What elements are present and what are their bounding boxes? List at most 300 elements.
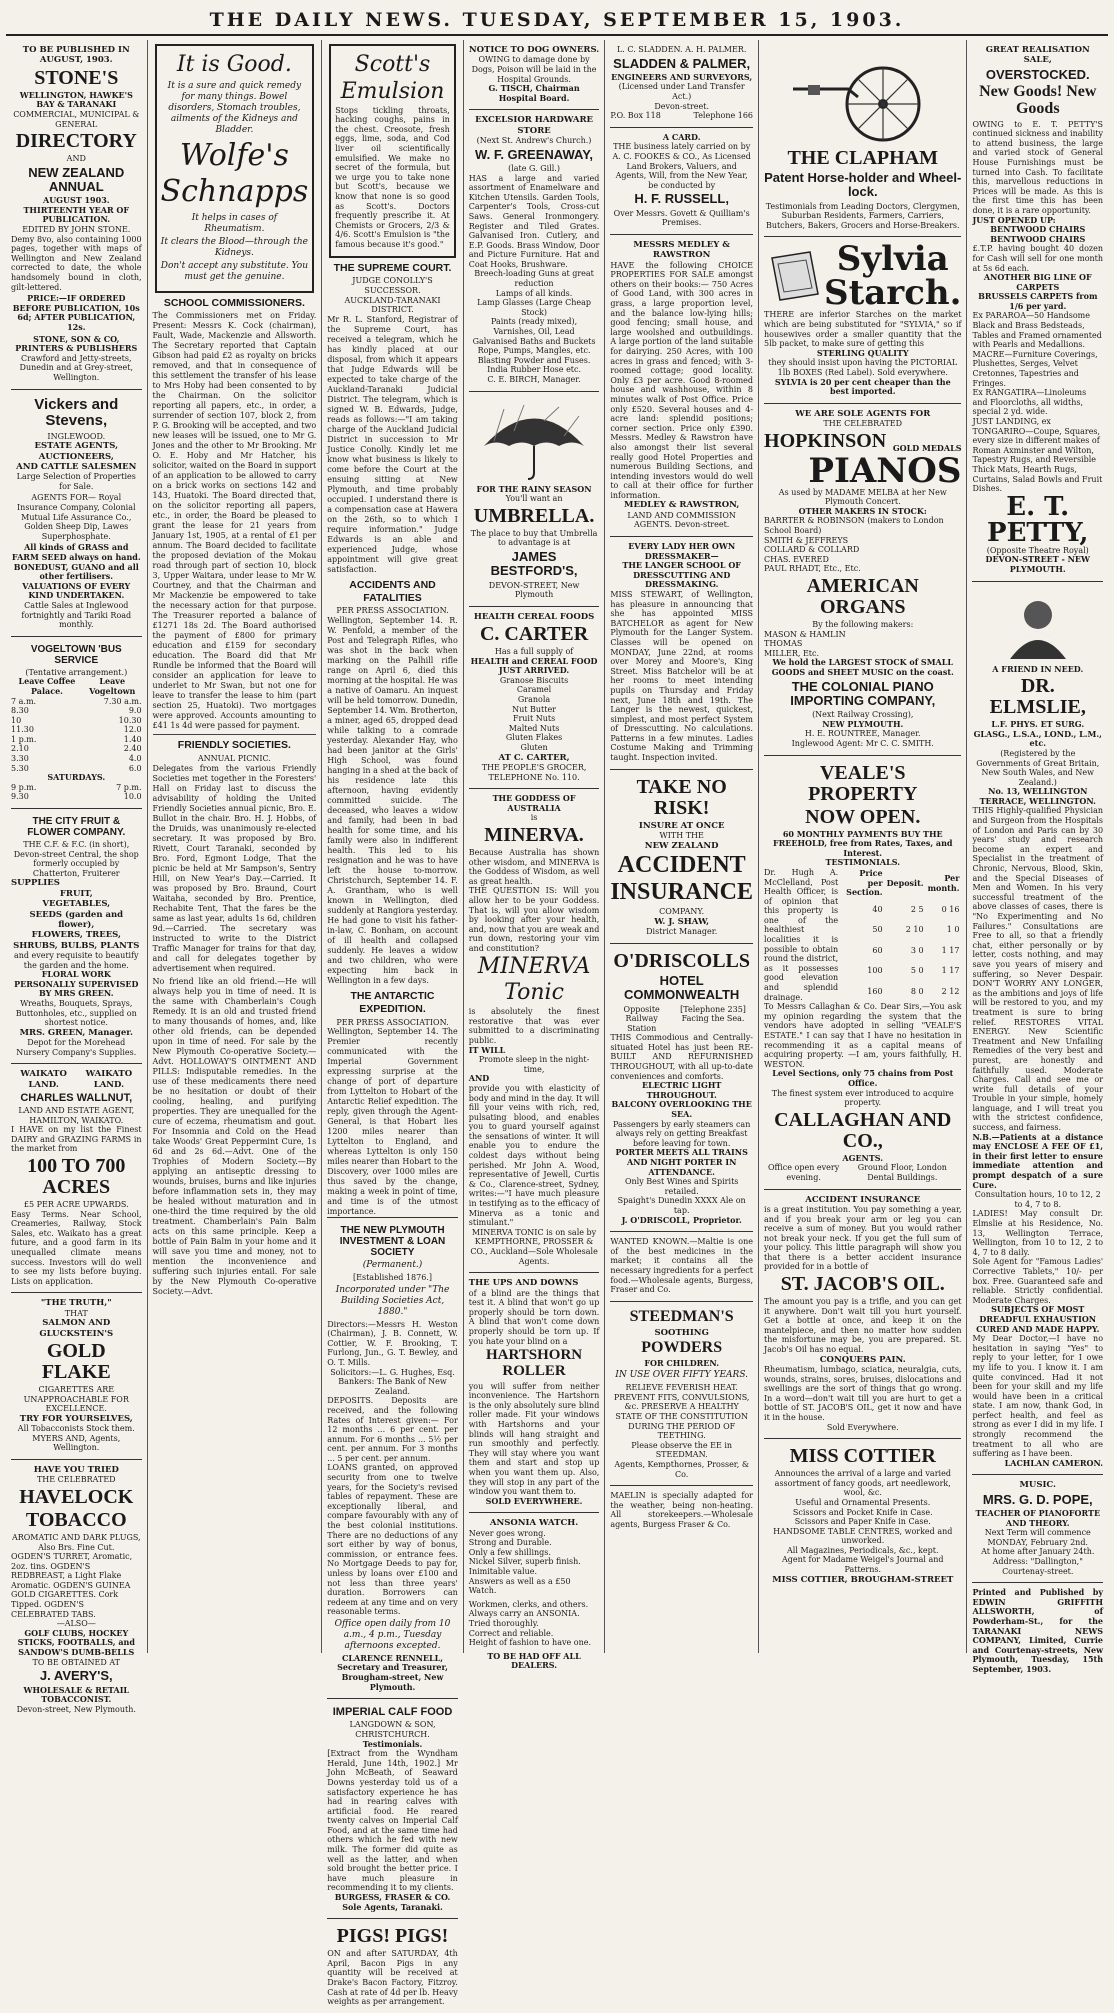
sale-opened: JUST OPENED UP: — [972, 214, 1056, 225]
sl-contact — [610, 111, 753, 121]
food-item: Gluten — [520, 743, 548, 753]
od-light: ELECTRIC LIGHT THROUGHOUT. — [641, 1080, 722, 1100]
fruit-items — [11, 889, 142, 951]
elm-nb: N.B.—Patients at a distance may ENCLOSE A FEE OF £1, in their first letter to ensure immediate attention and prompt despatch of a sure Cure. — [972, 1131, 1104, 1190]
wallnut: CHARLES WALLNUT, — [20, 1091, 133, 1104]
dress-body: MISS STEWART, of Wellington, has pleasure in announcing that she has appointed MISS BATCHELOR as agent for New Plymouth for the Langer System. Classes will be opened on MONDAY, June 22nd, at rooms over Morey and Moore's, King Street. Miss Batchelor will be at her rooms to meet intending pupils on Thursday and Friday next, June 18th and 19th. The Langer is the newest, quickest, simplest, and most perfect System of Dresscutting. No calculations. Patterns in a few minutes. Ladies Costume Making and Trimming taught. Inspection invited. — [610, 589, 754, 763]
minerva-ad — [469, 789, 600, 1273]
sylvia-body: THERE are inferior Starches on the market which are being substituted for "SYLVIA," so if housewives order a smaller quantity that the 5lb packet, to make sure of getting this — [764, 310, 962, 349]
fruit-item: SHRUBS, BULBS, PLANTS — [13, 940, 140, 951]
music-home: At home after January 24th. — [981, 1547, 1095, 1557]
h2: Leave Vogeltown — [89, 676, 136, 696]
dr-elmslie-ad — [972, 582, 1103, 1476]
wanted-notice — [610, 1232, 753, 1302]
accins-title: ACCIDENT INSURANCE — [805, 1194, 921, 1205]
od-only: Only Best Wines and Spirits retailed. — [624, 1177, 739, 1196]
dog-body: OWING to damage done by Dogs, Poison will be laid in the Hospital Grounds. — [471, 55, 597, 84]
cottier-line: Useful and Ornamental Presents. — [795, 1497, 931, 1507]
music-title: MUSIC. — [1019, 1480, 1057, 1491]
wolfes-schnapps-ad — [155, 44, 315, 293]
elm-ladies: LADIES! May consult Dr. Elmslie at his Residence, No. 13, Wellington Terrace, Wellington, from 10 to 12, 2 to 4, 7 to 8 daily. — [972, 1209, 1104, 1257]
table-cell: 5 0 — [910, 966, 924, 976]
that: THAT — [64, 1308, 88, 1318]
havelock-ad — [11, 1460, 142, 1720]
hop-organ-makers — [764, 630, 961, 659]
calf-who: LANGDOWN & SON, CHRISTCHURCH. — [349, 1720, 436, 1739]
table-header-cell: Per month. — [927, 872, 960, 893]
fruit-item: FRUIT, — [59, 888, 93, 899]
st-body: RELIEVE FEVERISH HEAT. PREVENT FITS, CONVULSIONS, &c. PRESERVE A HEALTHY STATE OF THE CONSTITUTION DURING THE PERIOD OF TEETHING. — [613, 1383, 750, 1441]
table-row — [844, 982, 961, 1003]
music-address: Address: "Dallington," Courtenay-street. — [992, 1557, 1083, 1576]
accidents-body: Wellington, September 14. R. W. Penfold, a member of the Post and Telegraph Rifles, who was shot in the back when marking on the Palhill rifle range on April 6, died this morning at the hospital. He was a native of Oamaru. An inquest will be held tomorrow. Dunedin, September 14. Wm. Brotherton, a miner, aged 65, dropped dead while talking to a comrade yesterday. Alexander Hay, who had been janitor at the Girls' High School, was found hanging in a shed at the back of his residence late this afternoon, having evidently committed suicide. The deceased, who leaves a widow and family, had been in bad health for some time, and his family were also in indifferent health. This led to his resignation and he was to have left the house to-morrow. Christchurch, September 14. F. A. Grantham, who is well known in Wellington, died suddenly at Rangiora yesterday. He had gone to visit his father-in-law, C. Bonham, on account of ill health and collapsed suddenly. He leaves a widow and two children, who were expecting him back in Wellington in a few days. — [327, 615, 458, 985]
st-agents: Agents, Kempthornes, Prosser, & Co. — [614, 1459, 749, 1479]
school-title: SCHOOL COMMISSIONERS. — [163, 296, 305, 309]
annual: NEW ZEALAND ANNUAL — [28, 164, 125, 194]
hw-late: (late G. Gill.) — [508, 163, 560, 173]
starch-box-icon — [764, 248, 824, 304]
ansonia-line: Workmen, clerks, and others. — [468, 1599, 589, 1609]
piano-maker: BARRTER & ROBINSON (makers to London School Board) — [764, 516, 944, 536]
ansonia-line: Never goes wrong. — [468, 1528, 546, 1538]
sylvia-starch: Starch. — [824, 273, 962, 314]
organ-maker: MASON & HAMLIN — [764, 629, 846, 639]
od-opp: Opposite Railway Station — [623, 1004, 660, 1033]
carter-items — [469, 676, 600, 753]
sec: CLARENCE RENNELL, Secretary and Treasurer, Brougham-street, New Plymouth. — [337, 1652, 448, 1692]
food-item: Gluten Flakes — [505, 733, 563, 743]
accins-jacob: ST. JACOB'S OIL. — [780, 1273, 945, 1296]
insure: INSURE AT ONCE — [638, 820, 725, 831]
hop-makers — [764, 516, 961, 574]
steedman-ad — [610, 1302, 753, 1486]
carter-grocer: THE PEOPLE'S GROCER, — [481, 763, 587, 772]
grass: All kinds of GRASS and FARM SEED always on hand. — [11, 542, 141, 562]
sale-items — [972, 225, 1103, 244]
cottier-line: HANDSOME TABLE CENTRES, worked and unworked. — [773, 1526, 953, 1546]
time-cell: 7.30 a.m. — [103, 696, 142, 706]
fruit-item: FLOWERS, TREES, — [31, 930, 121, 941]
dir: Directors:—Messrs H. Weston (Chairman), J. B. Connett, W. Cottier, W. F. Brooking, T. Furlong, Jun., G. T. Bewley, and O. T. Mills. — [327, 1319, 458, 1367]
min-desc: is absolutely the finest restorative that was ever submitted to a discriminating public. — [468, 1007, 600, 1045]
table-cell: 1 0 — [946, 925, 960, 935]
time-cell: 10 — [11, 715, 22, 725]
ans-name: ANSONIA WATCH. — [489, 1518, 579, 1529]
town: HAMILTON, WAIKATO. — [29, 1115, 124, 1125]
antarctic-article — [327, 990, 458, 1217]
cottier-line: Scissors and Pocket Knife in Case. — [792, 1507, 933, 1517]
st-years: IN USE OVER FIFTY YEARS. — [615, 1370, 749, 1381]
sylvia-they: they should insist upon having the PICTORIAL 1lb BOXES (Red Label). Sold everywhere. — [768, 358, 958, 377]
dress-sub: THE LANGER SCHOOL OF DRESSCUTTING AND DRESSMAKING. — [622, 560, 741, 590]
carter-at: AT C. CARTER, — [498, 752, 570, 763]
min-and: AND — [468, 1073, 490, 1084]
min-body: Because Australia has shown other wisdom, and MINERVA is the Goddess of Wisdom, as well as great health. — [468, 847, 600, 886]
ups-body: of a blind are the things that test it. A blind that won't go up properly should be torn down. A blind that won't come down properly should be torn up. If you hate your blind on a — [468, 1288, 600, 1346]
sale-petty: E. T. PETTY, — [987, 491, 1089, 548]
friendly-body: Delegates from the various Friendly Societies met together in the Foresters' Hall on Friday last to discuss the advisability of holding the United Friendly Societies annual picnic, Bro. E. Bullot in the chair. Bro. H. J. Hobbs, of the Druids, was unanimously re-elected secretary. It was proposed by Bro. Rivett, Court Taranaki, seconded by Bro. Ford, Egmont Lodge, That the picnic be held at Mr Sampson's, Sentry Hill, on New Year's Day.—Carried. It was proposed by Bro. Braund, Court Waitaha, seconded by Bro. Prentice, Rechabite Tent, That the fares be the same as last year, adults 1s 6d, children 9d.—Carried. The secretary was instructed to write to the District Traffic Manager for trains for that day, and call for delegates together by advertisement when required. — [152, 763, 317, 973]
music-ad — [972, 1475, 1103, 1583]
pigs-ad — [327, 1919, 458, 2013]
friendly-article — [153, 739, 317, 1296]
cig: CIGARETTES ARE UNAPPROACHABLE FOR EXCELLENCE. — [23, 1385, 129, 1414]
hop-agents: WE ARE SOLE AGENTS FOR — [795, 408, 931, 419]
sale-line: JUST LANDING, ex TONGARIRO—Coupe, Squares, every size in different makes of Roman Axminster and Wilton, Tapestry Rugs, and Reversible Thick Mats, Hearth Rugs, Curtains, Salad Bowls and Fruit Dishes. — [972, 417, 1103, 494]
veale-body: Dr. Hugh A. McClelland, Post Health Officer, is of opinion that this property is one of the healthiest localities it is possible to obtain round the district, as it possesses good elevation and splendid drainage. — [764, 867, 839, 1002]
table-header-cell: Deposit. — [886, 877, 924, 888]
hardware-item: Galvanised Baths and Buckets — [472, 336, 596, 346]
column-5 — [605, 40, 759, 1653]
floral: FLORAL WORK PERSONALLY SUPERVISED BY MRS GREEN. — [14, 969, 139, 999]
time-cell: 3.30 — [11, 754, 29, 764]
card-ad — [610, 128, 753, 235]
table-cell: 100 — [867, 966, 883, 976]
hop-other: OTHER MAKERS IN STOCK: — [798, 505, 927, 516]
table-cell: 2 5 — [910, 904, 924, 914]
court-article — [327, 262, 458, 575]
mgr: W. J. SHAW, — [654, 916, 710, 927]
time-cell: 1 p.m. — [11, 734, 37, 744]
elm-letter: My Dear Doctor,—I have no hesitation in saying "Yes" to reply to your letter, for I owe my life to you. I know it. I am quite convinced. Had it not been for your skill and my life would have been in a critical state. I am now, thank God, in perfect health, and feel as strong as ever I did in my life. I strongly recommend the treatment to all who are suffering as I have been. — [972, 1334, 1104, 1459]
calf-body: [Extract from the Wyndham Herald, June 14th, 1902.] Mr John McBeath, of Seaward Downs yesterday told us of a satisfactory experience he has had in rearing calves with artificial food. He reared twenty calves on Imperial Calf Food, and at the same time had others which he fed with new milk. The former did quite as well as the latter, and when sold brought the better price. I have much pleasure in recommending it to my clients. — [327, 1749, 458, 1893]
line2: AUCTIONEERS, — [38, 451, 114, 462]
piano-maker: CHAS. EVERED — [764, 554, 829, 564]
scott-title: Scott's Emulsion — [340, 52, 445, 104]
divider — [153, 734, 317, 735]
sale-opp: (Opposite Theatre Royal) — [986, 545, 1089, 555]
hop-ingle: Inglewood Agent: Mr C. C. SMITH. — [791, 738, 934, 748]
sylvia-starch-ad — [764, 237, 961, 403]
deposits: DEPOSITS. Deposits are received, and the following Rates of Interest given:— For 12 months ... 6 per cent. per annum. For 6 months ... 5½ per cent. per annum. For 3 months ... 5 per cent. per annum. — [327, 1396, 458, 1463]
hw-name: W. F. GREENAWAY, — [475, 146, 594, 162]
inv-title: THE NEW PLYMOUTH INVESTMENT & LOAN SOCIETY — [339, 1225, 446, 1259]
editor: EDITED BY JOHN STONE. — [22, 225, 131, 235]
food-item: Fruit Nuts — [512, 714, 556, 724]
accins-sold: Sold Everywhere. — [826, 1422, 899, 1432]
school-body: The Commissioners met on Friday. Present: Messrs K. Cock (chairman), Fault, Wade, Mackenzie and Allsworth. The Secretary reported that Captain Gibson had paid £2 as royalty on bricks removed, and that in consequence of this settlement the transfer of his lease to Mrs Hoby had been consented to by the Chairman. On the solicitor reporting all papers, etc., in order, a surrender of section 107, block 2, from P. G. Brooking will be accepted, and two new leases will be issued, one to Mr G. Jones and the other to Mr Brooking. Mr O. E. Hoby and Mr Hatcher, his solicitor, waited on the Board in support of an application to be allowed to carry on a brick works on sections 142 and 143, Huatoki. The Board directed that, on the solicitor reporting all papers, etc., in order, the Board be pleased to grant the lease for 21 years from January 1st, 1905, at a rental of £1 per annum. The Board decided to facilitate the proposed deviation of the Mokau road through part of section 10, block 3, Upper Waitara, under lease to Mr W. Courtney, and that the Chairman and Mr Mackenzie be empowered to take the necessary action for that purpose. The Treasurer reported a balance of £1271 18s 2d. The Board authorised the payment of £800 for primary education and £159 for secondary education. The Board did that Mr Rundle be informed that the Board will consider an application for leave to underlet to Mr Swan, but not one for leave to transfer the lease to him (part section 25, Huatoki). Two mortgages were approved. Accounts amounting to £41 1s 4d were passed for payment. — [152, 311, 317, 731]
sl-title: SLADDEN & PALMER, — [613, 55, 751, 71]
umbrella-icon — [474, 401, 594, 481]
sale-ltp: £.T.P. having bought 40 dozen for Cash will sell for one month at 5s 6d each. — [972, 244, 1104, 273]
friendly-title: FRIENDLY SOCIETIES. — [177, 739, 291, 752]
inc: Incorporated under "The Building Societies Act, 1880." — [335, 1284, 450, 1317]
od-prop: J. O'DRISCOLL, Proprietor. — [621, 1214, 742, 1225]
clapham-text: Testimonials from Leading Doctors, Clergymen, Suburban Residents, Farmers, Carriers, Butchers, Bakers, Grocers and Horse-Breakers. — [765, 201, 960, 230]
brand2: Schnapps — [160, 174, 309, 210]
clapham-ad — [764, 40, 961, 237]
dress-title: EVERY LADY HER OWN DRESSMAKER— — [628, 541, 736, 561]
line1: ESTATE AGENTS, — [34, 441, 119, 452]
elm-subjects: SUBJECTS OF MOST DREADFUL EXHAUSTION CURED AND MADE HAPPY. — [976, 1304, 1100, 1334]
ups-sold: SOLD EVERYWHERE. — [485, 1495, 583, 1506]
office: Office open daily from 10 a.m., 4 p.m., Tuesday afternoons excepted. — [334, 1618, 451, 1651]
sale-line: Ex RANGATIRA—Linoleums and Floorcloths, all widths, special 2 yd. wide. — [972, 388, 1087, 417]
text: AROMATIC AND DARK PLUGS, Also Brs. Fine Cut. — [11, 1532, 141, 1552]
time-cell: 9.0 — [128, 706, 142, 716]
sales: Cattle Sales at Inglewood fortnightly and Tariki Road monthly. — [21, 600, 132, 630]
min-sale: MINERVA TONIC is on sale by KEMPTHORNE, PROSSER & CO., Auckland—Sole Wholesale Agents. — [470, 1227, 598, 1266]
list: OGDEN'S TURRET, Aromatic, 2oz. tins. OGDEN'S REDBREAST, a Light Flake Aromatic. OGDEN'S GUINEA GOLD CIGARETTES. Cork Tipped. OGDEN'S CELEBRATED TABS. — [11, 1552, 133, 1619]
veale-letter: To Messrs Callaghan & Co. Dear Sirs,—You ask my opinion regarding the system that the vendors have adopted in selling "VEALE'S ESTATE." I can say that I have no hesitation in recommending it as a capital means of acquiring property. —I am, yours faithfully, H. WESTON. — [764, 1002, 962, 1069]
mgr: MRS. GREEN, Manager. — [19, 1027, 133, 1038]
time-cell: 12.0 — [123, 725, 142, 735]
text: I HAVE on my list the Finest DAIRY and GRAZING FARMS in the market from — [11, 1125, 142, 1154]
sylvia-brand — [824, 239, 962, 314]
acc: ACCIDENT — [617, 851, 746, 878]
cart-wheel-icon — [788, 49, 938, 144]
sale-line: MACRE—Furniture Coverings, Plushettes, Serges, Velvet Cretonnes, Tapestries and Fringes. — [972, 349, 1098, 388]
food-item: Malted Nuts — [508, 723, 560, 733]
publisher: STONE, SON & CO, PRINTERS & PUBLISHERS — [15, 333, 138, 354]
hardware-item: Breech-loading Guns at great reduction — [474, 269, 594, 289]
min-title: THE GODDESS OF AUSTRALIA — [492, 793, 576, 813]
st-jacobs-oil-ad — [764, 1190, 961, 1440]
time-row — [11, 725, 142, 735]
min-is: is — [530, 813, 538, 823]
elm-body: THIS Highly-qualified Physician and Surgeon from the Hospitals of London and Paris can by 30 years' study and research become an expert and Specialist in the treatment of Chronic, Nervous, Blood, Skin, and the Special Diseases of Men and Women. In his very successful treatment of the above classes of cases, there is "No Experimenting and No Failures." Consultations are Free to all, so that a friendly chat, either personally or by letter, costs nothing, and may save you years of misery and suffering, so Never Despair. DON'T WORRY ANY LONGER, as the ambitions and joys of life will be restored to you, and my treatment is sure to bring relief. RESTORES VITAL ENERGY. New Scientific Treatment and New Unfailing Remedies of the very best and purest, are honestly and faithfully used. Moderate Charges. Call and see me or write full details of your Trouble in your simple, homely language, and I will treat you with the strictest confidence, success, and fairness. — [972, 806, 1104, 1133]
friendly-sub: ANNUAL PICNIC. — [197, 754, 271, 764]
sale-carpets: ANOTHER BIG LINE OF CARPETS — [983, 272, 1092, 292]
est: [Established 1876.] — [353, 1273, 432, 1283]
bestford: JAMES BESTFORD'S, — [490, 548, 578, 579]
veale-table — [844, 868, 961, 1002]
good-title: It is Good. — [176, 52, 292, 77]
food-item: Caramel — [516, 685, 552, 695]
time-cell: 7 p.m. — [116, 782, 142, 792]
time-row — [11, 697, 142, 707]
time-cell: 2.10 — [11, 744, 29, 754]
line3: AND CATTLE SALESMEN — [16, 461, 137, 472]
accins-body2: The amount you pay is a trifle, and you can get it anywhere. Don't wait till you hurt yourself. Get a bottle at once, and keep it on the mantelpiece, and then no matter how sudden the misfortune may be, you are prepared. St. Jacob's Oil has no equal. — [764, 1297, 962, 1355]
min-body2: provide you with elasticity of body and mind in the day. It will fill your veins with rich, red, pulsating blood, and enables you to guard yourself against the sensations of winter. It will enable you to endure the coldest days without being perished. Mr John A. Wood, representative of Jewell, Curtis & Co., Clarence-street, Sydney, writes:—"I have much pleasure in testifying as to the efficacy of Minerva as a tonic and stimulant." — [468, 1083, 600, 1228]
obt: TO BE OBTAINED AT — [32, 1657, 120, 1667]
veales-property-ad — [764, 756, 961, 1190]
hopkinson-pianos-ad — [764, 404, 961, 756]
accins-body: is a great institution. You pay something a year, and if you break your arm or leg you can receive a sum of money. But you would rather not break your neck. If you get the full sum of your policy. This little paragraph will show you that there is a better accident insurance provided for in a bottle of — [764, 1204, 962, 1272]
fruit-item: VEGETABLES, — [42, 899, 111, 910]
sale-top: GREAT REALISATION SALE, — [985, 45, 1090, 66]
ws: WHOLESALE & RETAIL TOBACCONIST. — [23, 1684, 130, 1705]
dog-notice — [469, 40, 600, 110]
bus-header — [11, 677, 142, 696]
time-row — [11, 792, 142, 802]
q: "THE TRUTH," — [40, 1298, 112, 1309]
hop-row — [764, 429, 961, 454]
ansonia-line: Height of fashion to have one. — [468, 1638, 591, 1648]
cottier-line: Agent for Madame Weigel's Journal and Patterns. — [781, 1555, 944, 1575]
fruit-sub: THE C.F. & F.C. (in short), — [23, 840, 130, 850]
bankers: Bankers: The Bank of New Zealand. — [338, 1377, 447, 1396]
wanted-body: WANTED KNOWN.—Maltie is one of the best medicines in the market; it contains all the necessary ingredients for a perfect food.—Wholesale agents, Burgess, Fraser and Co. — [610, 1237, 754, 1295]
table-row — [844, 940, 961, 961]
column-7 — [967, 40, 1108, 1675]
place: The place to buy that Umbrella to advantage is at — [470, 528, 598, 548]
ansonia-line: Correct and reliable. — [468, 1628, 554, 1638]
stones-title: STONE'S — [34, 66, 119, 89]
risk-title: TAKE NO RISK! — [636, 775, 727, 819]
columns — [6, 40, 1108, 2007]
column-4 — [464, 40, 606, 1671]
carter-line: HEALTH and CEREAL FOOD JUST ARRIVED. — [470, 655, 598, 676]
clears: It clears the Blood—through the Kidneys. — [160, 236, 308, 258]
fruit-addr: Devon-street Central, the shop formerly occupied by Chatterton, Fruiterer — [13, 849, 139, 878]
od-pass: Passengers by early steamers can always rely on getting Breakfast before leaving for town. — [612, 1119, 751, 1148]
hop-pianos: PIANOS — [808, 450, 962, 491]
table-cell: 1 17 — [941, 945, 960, 955]
st-for: FOR CHILDREN. — [644, 1357, 719, 1368]
veale-table-body — [844, 899, 961, 1002]
hop-music: We hold the LARGEST STOCK of SMALL GOODS and SHEET MUSIC on the coast. — [771, 657, 954, 677]
time-row — [11, 744, 142, 754]
calf-test: Testimonials. — [362, 1738, 423, 1749]
od-body: THIS Commodious and Centrally-situated Hotel has just been RE-BUILT AND REFURNISHED THROUGHOUT, with all up-to-date conveniences and comforts. — [610, 1033, 754, 1081]
table-cell: 3 0 — [910, 945, 924, 955]
desc: Demy 8vo, also containing 1000 pages, together with maps of Wellington and New Zealand corrected to date, the whole handsomely bound in cloth, gilt-lettered. — [11, 234, 142, 292]
price: PRICE:—IF ORDERED BEFORE PUBLICATION, 10s 6d; AFTER PUBLICATION, 12s. — [12, 293, 140, 332]
addr: DEVON-STREET, New Plymouth — [488, 580, 580, 600]
time-cell: 2.40 — [123, 744, 142, 754]
hardware-item: Lamp Glasses (Large Cheap Stock) — [477, 298, 592, 317]
st-name: STEEDMAN'S — [629, 1307, 734, 1325]
dog-title: NOTICE TO DOG OWNERS. — [468, 45, 600, 55]
antarctic-title: THE ANTARCTIC EXPEDITION. — [350, 989, 435, 1015]
sl-addr: Devon-street. — [654, 101, 710, 111]
scott-text: Stops tickling throats, hacking coughs, pains in the chest. Creosote, fresh eggs, lime, soda, and Cod liver oil scientifically emulsified. We make no secret of the formula, but we urge you to take none but Scott's, because we know that none is so good as Scott's. Doctors frequently prescribe it. At Chemists or Grocers, 2/3 & 4/6. Scott's Emulsion is "the famous because it's good." — [335, 105, 450, 249]
time-cell: 4.0 — [128, 754, 142, 764]
table-cell: 0 16 — [941, 904, 960, 914]
havelock: HAVELOCK — [19, 1485, 134, 1508]
fruit-item: SEEDS (garden and flower), — [29, 909, 124, 930]
scotts-emulsion-ad — [329, 44, 456, 258]
od-tel: [Telephone 235] Facing the Sea. — [680, 1004, 746, 1024]
masthead: THE DAILY NEWS. TUESDAY, SEPTEMBER 15, 1903. — [6, 6, 1108, 36]
agents: MYERS AND, Agents, Wellington. — [32, 1433, 121, 1453]
ans-lines2 — [469, 1600, 600, 1648]
veale-open: NOW OPEN. — [805, 805, 921, 828]
valuations: VALUATIONS OF EVERY KIND UNDERTAKEN. — [22, 580, 131, 601]
umbrella-word: UMBRELLA. — [473, 504, 595, 527]
helps: It helps in cases of Rheumatism. — [191, 212, 278, 234]
friendly-notes: No friend like an old friend.—He will always help you in time of need. It is the same with Chamberlain's Cough Remedy. It is an old and trusted friend to many thousands of homes, and, like other old friends, can be depended upon in time of need. For sale by the New Plymouth Co-operative Society.—Advt. HOLLOWAY'S OINTMENT AND PILLS: Indisputable remedies. In the use of these medicaments there need be no hesitation or doubt of their cooling, healing, and purifying properties. They are unequalled for the cure of eczema, rheumatism and gout. For Insomnia and Cold on the Head take Woods' Great Peppermint Cure, 1s 6d and 2s 6d.—Advt. One of the Trophies of Modern Society.—By applying an antiseptic dressing to wounds, bruises, burns and like injuries before inflammation sets in, they may be healed without maturation and in one-third the time required by the old treatment. Chamberlain's Pain Balm acts on this same principle. Keep a bottle of Pain Balm in your home and it will save you time and money, not to mention the inconvenience and suffering such injuries entail. For sale by the New Plymouth Co-operative Society.—Advt. — [152, 976, 317, 1296]
veale-level: Level Sections, only 75 chains from Post Office. — [772, 1068, 954, 1088]
elm-consult: Consultation hours, 10 to 12, 2 to 4, 7 to 8. — [974, 1190, 1101, 1209]
salmon: SALMON AND GLUCKSTEIN'S — [39, 1318, 114, 1339]
hardware-item: Paints (ready mixed), Varnishes, Oil, Lead — [490, 317, 578, 337]
hop-near: (Next Railway Crossing), — [812, 710, 914, 720]
court-sub: JUDGE CONOLLY'S SUCCESSOR. — [352, 276, 433, 295]
sl-sub: ENGINEERS AND SURVEYORS, — [611, 71, 753, 82]
truth-ad — [11, 1293, 142, 1460]
od-spaight: Spaight's Dunedin XXXX Ale on tap. — [617, 1196, 746, 1215]
caption: FOR THE RAINY SEASON — [476, 483, 592, 494]
perm: (Permanent.) — [362, 1260, 423, 1271]
dog-sig: G. TISCH, Chairman Hospital Board. — [488, 83, 580, 103]
organ-maker: THOMAS — [764, 639, 803, 649]
column-6 — [759, 40, 967, 1653]
with: WITH THE — [659, 831, 704, 841]
card-over: Over Messrs. Govett & Quilliam's Premises. — [613, 208, 750, 228]
year: AUGUST 1903. THIRTEENTH YEAR OF PUBLICATION. — [23, 195, 130, 225]
table-cell: 8 0 — [910, 987, 924, 997]
kind: COMMERCIAL, MUNICIPAL & GENERAL — [13, 109, 140, 129]
court-title: THE SUPREME COURT. — [333, 261, 452, 274]
addr: Crawford and Jetty-streets, Dunedin and at Grey-street, Wellington. — [19, 353, 134, 382]
good-text: It is a sure and quick remedy for many things. Bowel disorders, Stomach troubles, ailments of the Kidneys and Bladder. — [167, 80, 302, 135]
waikato-ad — [11, 1064, 142, 1293]
elm-friend: A FRIEND IN NEED. — [992, 663, 1084, 674]
golf: GOLF CLUBS, HOCKEY STICKS, FOOTBALLS, and SANDOW'S DUMB-BELLS — [17, 1627, 135, 1658]
hardware-ad — [469, 110, 600, 391]
all: All Tobacconists Stock them. — [17, 1424, 135, 1434]
table-cell: 160 — [867, 987, 883, 997]
sale-lines — [972, 311, 1103, 493]
ans-lines — [469, 1529, 600, 1596]
organ-maker: MILLER, Etc. — [764, 648, 820, 658]
table-cell: 2 10 — [905, 925, 924, 935]
cottier-name: MISS COTTIER — [789, 1445, 936, 1468]
od-porter: PORTER MEETS ALL TRAINS AND NIGHT PORTER IN ATTENDANCE. — [615, 1147, 748, 1177]
bus-ad — [11, 637, 142, 809]
elm-addr: No. 13, WELLINGTON TERRACE, WELLINGTON. — [979, 786, 1096, 806]
pigs-body: ON and after SATURDAY, 4th April, Bacon Pigs in any quantity will be received at Drake's Bacon Factory, Fitzroy. Cash at rate of 4d per lb. Heavy weights as per arrangement. — [327, 1949, 458, 2007]
time-cell: 9.30 — [11, 792, 29, 802]
hop-melba: As used by MADAME MELBA at her New Plymouth Concert. — [778, 487, 947, 507]
accins-body3: Rheumatism, lumbago, sciatica, neuralgia, cuts, wounds, strains, sores, bruises, dislocations and swellings are the sort of things that go wrong. In a word—don't wait till you are hurt to get a bottle of ST. JACOB'S OIL, get it now and have it in the house. — [764, 1364, 962, 1422]
carter-name: C. CARTER — [479, 623, 589, 646]
piano-maker: SMITH & JEFFREYS — [764, 535, 849, 545]
ins: INSURANCE — [610, 879, 754, 906]
table-cell: 40 — [872, 904, 883, 914]
hardware-item: Lamps of all kinds. — [495, 288, 573, 298]
also: —ALSO— — [56, 1619, 96, 1629]
od-row — [610, 1005, 753, 1034]
acres: 100 TO 700 ACRES — [27, 1155, 126, 1199]
odriscoll-ad — [610, 944, 753, 1232]
and: AND — [66, 154, 86, 164]
veale-test: TESTIMONIALS. — [825, 857, 900, 868]
piano-maker: COLLARD & COLLARD — [764, 545, 860, 555]
hardware-item: C. E. BIRCH, Manager. — [487, 375, 581, 384]
bus-times — [11, 697, 142, 774]
table-cell: 60 — [872, 945, 883, 955]
hop-american: AMERICAN ORGANS — [806, 575, 919, 619]
veale-agents: AGENTS. — [842, 1152, 884, 1163]
medley-body: HAVE the following CHOICE PROPERTIES FOR SALE amongst others on their books:— 750 Acres of Good Land, with 300 acres in grass, a large proportion level, and the balance low-lying hills; good fencing; small house, and large woolshed and outbuildings. A large portion of the land suitable for dairying. 250 Acres, with 100 acres in grass and fenced; with 3-roomed cottage; good locality. Only £3 per acre. Good 8-roomed house and washhouse, within 8 minutes walk of Post Office. Price only £520. Several houses and 4-acre land: splendid positions; corner section. Price only £390. Messrs. Medley & Rawstron have also amongst their list several really good Hotel Properties and numerous Building Sections, and intending investors would do well to call at their office for further information. — [610, 260, 754, 500]
elm-testim: Sole Agent for "Famous Ladies' Corrective Tablets," 10/- per box. Free. Guaranteed safe and reliable. Strictly confidential. Moderate Charges. — [972, 1257, 1104, 1305]
sladden-ad — [610, 40, 753, 128]
q: HAVE YOU TRIED — [33, 1464, 119, 1475]
medley-sig2: LAND AND COMMISSION AGENTS. Devon-street. — [627, 510, 736, 530]
carter-ad — [469, 607, 600, 789]
court-body: Mr R. L. Stanford, Registrar of the Supreme Court, has received a telegram, which he has kindly placed at our disposal, from which it appears that Judge Edwards will be expected to take charge of the Auckland-Taranaki Judicial District. The telegram, which is signed W. B. Edwards, Judge, reads as follows:—"I am taking charge of the Auckland Judicial District in succession to Mr Justice Conolly. Kindly let me know what business is likely to come before the Court at the ensuing sitting at New Plymouth, and time probably occupied. I understand there is a compensation case at Hawera on the 26th, so to which I require information." Judge Edwards is an able and experienced Judge, whose appointment will give great satisfaction. — [327, 314, 458, 574]
hw-items — [469, 269, 600, 384]
elm-name: DR. ELMSLIE, — [989, 675, 1086, 719]
hardware-item: Blasting Powder and Fuses. — [477, 355, 591, 365]
carter-full: Has a full supply of — [494, 647, 574, 657]
clapham-name: THE CLAPHAM — [787, 147, 939, 169]
agents: AGENTS FOR— Royal Insurance Company, Colonial Mutual Life Assurance Co., Golden Sheep Dip, Lawes Superphosphate. — [17, 493, 136, 541]
veale-terms: 60 MONTHLY PAYMENTS BUY THE FREEHOLD, free from Rates, Taxes, and Interest. — [772, 828, 953, 858]
brand1: Wolfe's — [179, 137, 289, 173]
sale-body: OWING to E. T. PETTY'S continued sickness and inability to attend business, the large and varied stock of General House Furnishings must be turned into Cash. To facilitate this, marvellous reductions in Prices will be made. As this is the first time this has been done, it is a rare opportunity. — [972, 119, 1104, 215]
h1: Leave Coffee Palace. — [18, 676, 76, 696]
cel: THE CELEBRATED — [36, 1475, 116, 1485]
maelin-notice — [610, 1486, 753, 1535]
table-cell: 2 12 — [941, 987, 960, 997]
column-3 — [322, 40, 464, 2007]
investment-ad — [327, 1217, 458, 1699]
accidents-sub: PER PRESS ASSOCIATION. — [336, 606, 449, 616]
